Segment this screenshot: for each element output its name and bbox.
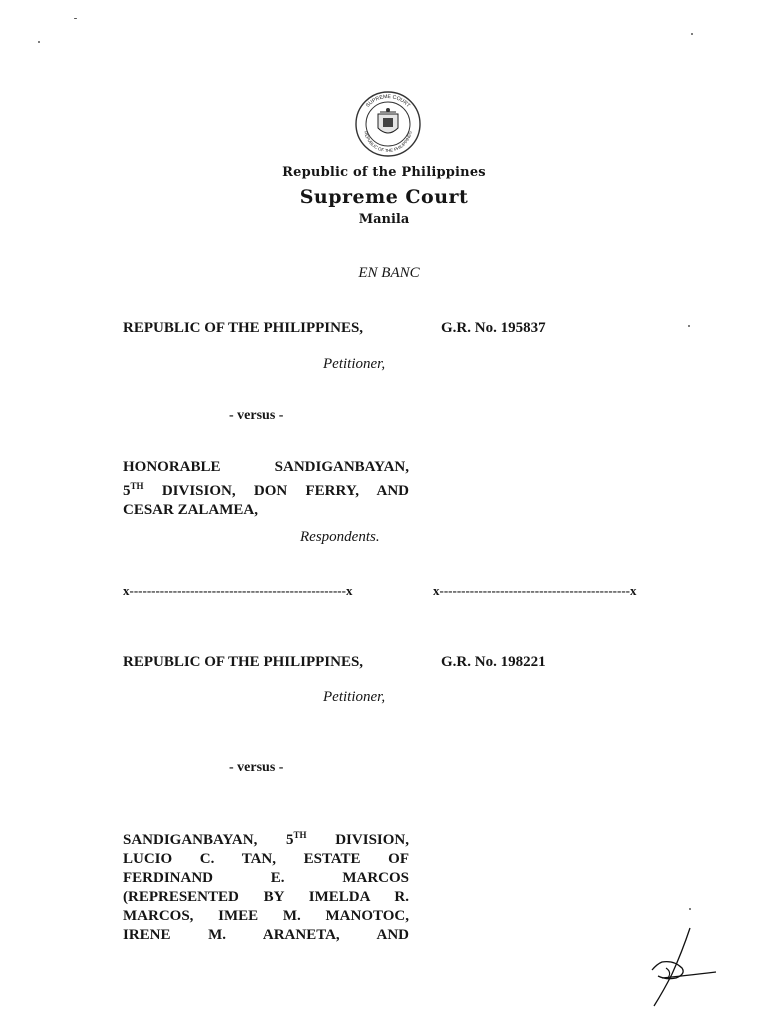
- header-republic: Republic of the Philippines: [282, 165, 486, 180]
- case1-respondents: [123, 458, 409, 520]
- en-banc-label: EN BANC: [358, 265, 420, 281]
- case2-respondent-line: IRENE M. ARANETA, AND: [123, 927, 409, 943]
- respondent-text: DIVISION,: [306, 832, 409, 848]
- svg-text:REPUBLIC OF THE PHILIPPINES: REPUBLIC OF THE PHILIPPINES: [363, 130, 413, 154]
- respondent-text: SANDIGANBAYAN, 5: [123, 832, 294, 848]
- case2-petitioner-role: Petitioner,: [323, 689, 386, 705]
- supreme-court-seal: [354, 90, 422, 158]
- case1-gr-number: G.R. No. 195837: [441, 320, 546, 336]
- case1-petitioner-role: Petitioner,: [323, 356, 386, 372]
- separator-right: x--------------------------------------------x: [433, 583, 637, 598]
- case2-gr-number: G.R. No. 198221: [441, 654, 546, 670]
- case1-petitioner-name: REPUBLIC OF THE PHILIPPINES,: [123, 320, 364, 336]
- case1-versus: - versus -: [229, 408, 284, 423]
- ordinal-number: 5: [123, 483, 131, 499]
- case1-respondent-role: Respondents.: [300, 529, 380, 545]
- scan-speck: [688, 325, 690, 327]
- header-city: Manila: [358, 212, 410, 227]
- case2-respondent-line: FERDINAND E. MARCOS: [123, 870, 409, 886]
- case2-versus: - versus -: [229, 760, 284, 775]
- scan-speck: [38, 41, 40, 43]
- header-supreme-court: Supreme Court: [299, 186, 469, 208]
- ordinal-suffix: TH: [130, 481, 144, 491]
- case2-respondent-line: (REPRESENTED BY IMELDA R.: [123, 889, 409, 905]
- case1-respondent-line: [123, 477, 409, 501]
- case1-respondent-line: HONORABLE SANDIGANBAYAN,: [123, 459, 409, 475]
- respondent-text: DIVISION, DON FERRY, AND: [143, 483, 409, 499]
- case2-petitioner-name: REPUBLIC OF THE PHILIPPINES,: [123, 654, 364, 670]
- scan-speck: [74, 18, 77, 19]
- separator-left: x--------------------------------------------------x: [123, 583, 353, 598]
- case2-respondent-line: [123, 826, 409, 850]
- ordinal-suffix: TH: [293, 830, 307, 840]
- case2-respondent-line: MARCOS, IMEE M. MANOTOC,: [123, 908, 409, 924]
- svg-text:SUPREME COURT: SUPREME COURT: [364, 93, 412, 109]
- case2-respondent-line: LUCIO C. TAN, ESTATE OF: [123, 851, 409, 867]
- signature-initials: [632, 922, 722, 1012]
- case2-respondents: [123, 826, 409, 945]
- scan-speck: [691, 33, 693, 35]
- case1-respondent-line: CESAR ZALAMEA,: [123, 502, 259, 518]
- scan-speck: [689, 908, 691, 910]
